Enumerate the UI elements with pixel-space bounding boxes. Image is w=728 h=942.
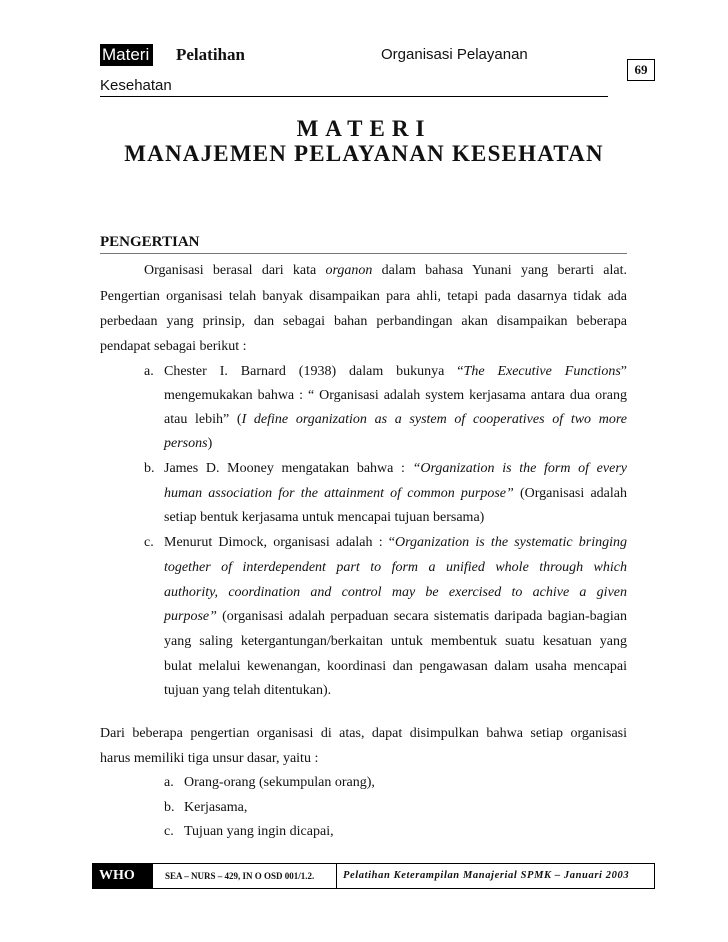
conclusion-line-1: Dari beberapa pengertian organisasi di atas, dapat disimpulkan bahwa setiap organisasi bbox=[100, 726, 627, 741]
item-label: c. bbox=[144, 535, 154, 550]
page-number: 69 bbox=[627, 59, 655, 81]
item-a-line-4: persons) bbox=[164, 436, 213, 451]
footer-divider bbox=[336, 864, 337, 888]
item-c-line-6: bulat melalui kewenangan, koordinasi dan pengawasan dalam usaha mencapai bbox=[164, 659, 627, 674]
item-c-line-1: Menurut Dimock, organisasi adalah : “Organization is the systematic bringing bbox=[164, 535, 627, 550]
list-item: a. Orang-orang (sekumpulan orang), bbox=[164, 773, 464, 793]
item-a-line-2: mengemukakan bahwa : “ Organisasi adalah system kerjasama antara dua orang bbox=[164, 388, 627, 403]
item-c-line-3: authority, coordination and control may be exercised to achive a given bbox=[164, 585, 627, 600]
header-pelatihan-label: Pelatihan bbox=[176, 45, 245, 64]
page-footer bbox=[92, 863, 655, 889]
section-heading: PENGERTIAN bbox=[100, 234, 200, 250]
header-materi-label: Materi bbox=[100, 44, 153, 66]
item-b-line-2: human association for the attainment of common purpose” (Organisasi adalah bbox=[164, 486, 627, 501]
item-a-line-1: Chester I. Barnard (1938) dalam bukunya “The Executive Functions” bbox=[164, 364, 627, 379]
item-b-line-3: setiap bentuk kerjasama untuk mencapai tujuan bersama) bbox=[164, 510, 485, 525]
item-label: b. bbox=[144, 461, 155, 476]
header-organisasi-label: Organisasi Pelayanan bbox=[381, 46, 528, 63]
section-divider bbox=[100, 253, 627, 254]
item-label: a. bbox=[164, 775, 174, 790]
intro-line-4: pendapat sebagai berikut : bbox=[100, 339, 247, 354]
intro-line-1: Organisasi berasal dari kata organon dalam bahasa Yunani yang berarti alat. bbox=[144, 263, 627, 278]
item-c-line-7: tujuan yang telah ditentukan). bbox=[164, 683, 332, 698]
document-subtitle: MANAJEMEN PELAYANAN KESEHATAN bbox=[124, 141, 604, 166]
item-c-line-4: purpose” (organisasi adalah perpaduan secara sistematis daripada bagian-bagian bbox=[164, 609, 627, 624]
item-c-line-5: yang saling ketergantungan/berkaitan untuk membentuk suatu kesatuan yang bbox=[164, 634, 627, 649]
item-label: c. bbox=[164, 824, 174, 839]
item-label: a. bbox=[144, 364, 154, 379]
intro-line-3: perbedaan yang prinsip, dan sebagai bahan perbandingan akan disampaikan beberapa bbox=[100, 314, 627, 329]
footer-document-code: SEA – NURS – 429, IN O OSD 001/1.2. bbox=[165, 871, 315, 881]
item-label: b. bbox=[164, 800, 175, 815]
item-c-line-2: together of interdependent part to form a unified whole through which bbox=[164, 560, 627, 575]
document-title: MATERI bbox=[296, 116, 432, 141]
list-item: b. Kerjasama, bbox=[164, 798, 464, 818]
footer-title: Pelatihan Keterampilan Manajerial SPMK – Januari 2003 bbox=[343, 870, 630, 881]
item-a-line-3: atau lebih” (I define organization as a system of cooperatives of two more bbox=[164, 412, 627, 427]
intro-line-2: Pengertian organisasi telah banyak disampaikan para ahli, tetapi pada dasarnya tidak ada bbox=[100, 289, 627, 304]
header-divider bbox=[100, 96, 608, 97]
footer-org-label: WHO bbox=[93, 864, 153, 888]
item-b-line-1: James D. Mooney mengatakan bahwa : “Organization is the form of every bbox=[164, 461, 627, 476]
header-kesehatan-label: Kesehatan bbox=[100, 77, 172, 94]
conclusion-line-2: harus memiliki tiga unsur dasar, yaitu : bbox=[100, 751, 319, 766]
list-item: c. Tujuan yang ingin dicapai, bbox=[164, 822, 464, 842]
